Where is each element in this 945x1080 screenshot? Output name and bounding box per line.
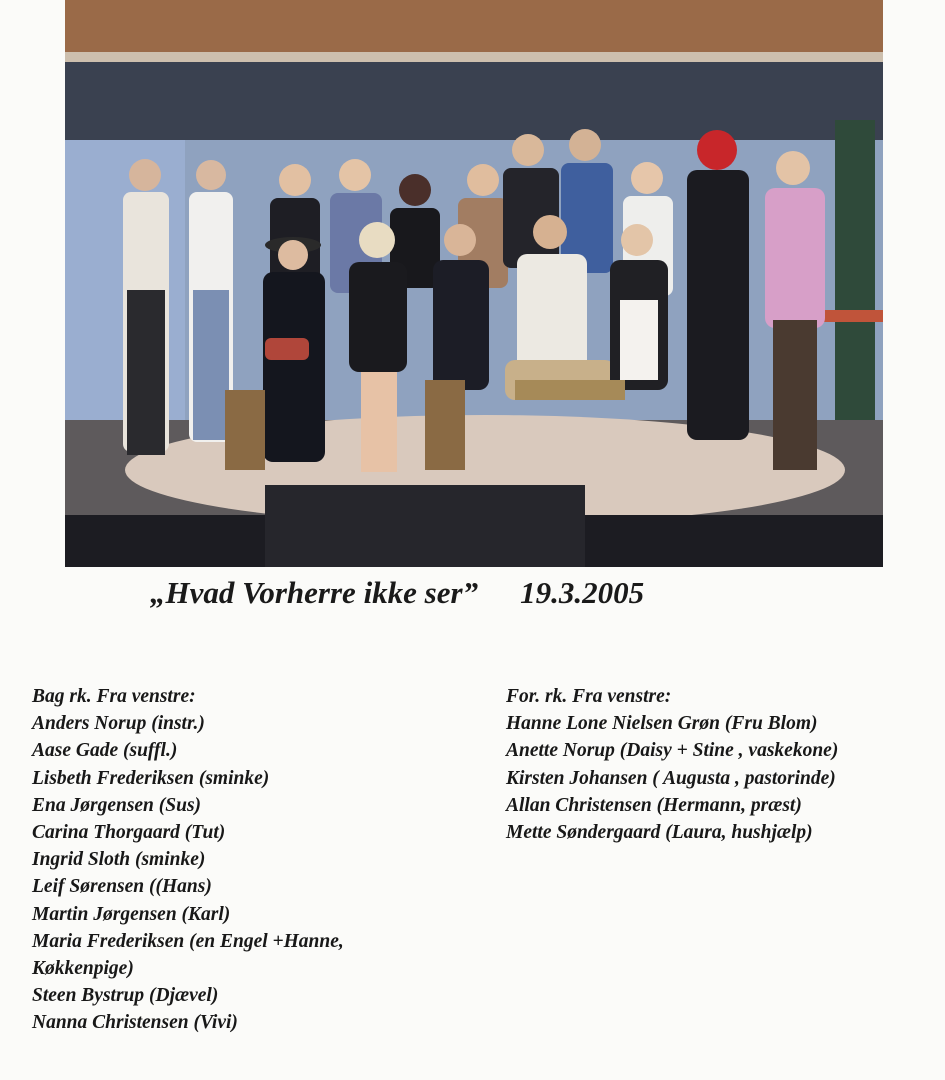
list-item: Martin Jørgensen (Karl) (32, 903, 231, 925)
cast-photo (65, 0, 883, 567)
play-title: „Hvad Vorherre ikke ser” (150, 575, 479, 610)
list-item: Leif Sørensen ((Hans) (32, 876, 212, 898)
photo-caption (150, 575, 644, 611)
list-item: Lisbeth Frederiksen (sminke) (32, 767, 270, 789)
back-row-heading: Bag rk. Fra venstre: (32, 686, 196, 707)
list-item: Maria Frederiksen (en Engel +Hanne, (32, 930, 344, 952)
front-row-list (506, 683, 936, 846)
front-row-heading: For. rk. Fra venstre: (506, 686, 672, 707)
list-item: Mette Søndergaard (Laura, hushjælp) (506, 822, 813, 844)
list-item: Hanne Lone Nielsen Grøn (Fru Blom) (506, 713, 818, 735)
performance-date: 19.3.2005 (520, 575, 645, 610)
cast-photo-illustration (65, 0, 883, 567)
list-item: Steen Bystrup (Djævel) (32, 985, 219, 1007)
back-row-list (32, 683, 472, 1037)
list-item: Carina Thorgaard (Tut) (32, 822, 226, 844)
list-item: Kirsten Johansen ( Augusta , pastorinde) (506, 767, 836, 789)
list-item: Køkkenpige) (32, 958, 134, 980)
list-item: Nanna Christensen (Vivi) (32, 1012, 238, 1034)
list-item: Aase Gade (suffl.) (32, 740, 178, 762)
list-item: Allan Christensen (Hermann, præst) (506, 794, 802, 816)
list-item: Ena Jørgensen (Sus) (32, 794, 202, 816)
list-item: Anders Norup (instr.) (32, 713, 205, 735)
list-item: Ingrid Sloth (sminke) (32, 849, 206, 871)
list-item: Anette Norup (Daisy + Stine , vaskekone) (506, 740, 839, 762)
